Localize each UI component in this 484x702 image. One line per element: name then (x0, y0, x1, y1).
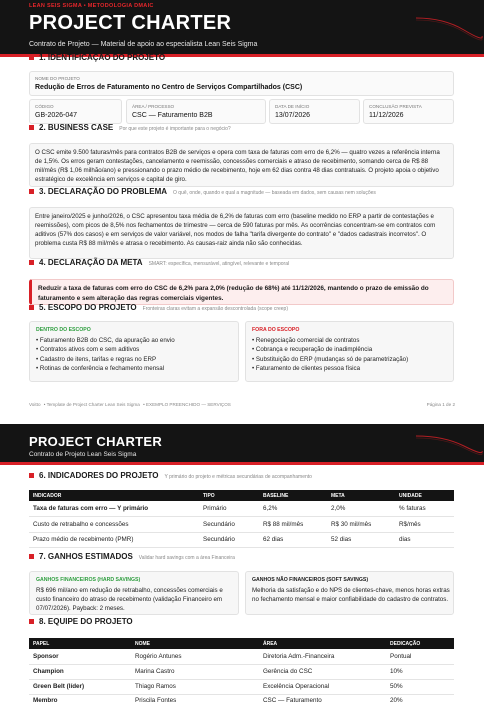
table-cell: Diretoria Adm.-Financeira (259, 649, 386, 664)
section-8-heading (29, 617, 133, 626)
table-cell: R$ 30 mil/mês (327, 517, 395, 533)
column-header: DEDICAÇÃO (386, 638, 454, 649)
table-cell: Secundário (199, 517, 259, 533)
section-marker-icon (29, 189, 34, 194)
table-cell: Sponsor (29, 649, 131, 664)
section-2-heading (29, 123, 231, 132)
column-header: PAPEL (29, 638, 131, 649)
page1-header (0, 0, 484, 54)
table-cell: Excelência Operacional (259, 679, 386, 694)
page-subtitle: Contrato de Projeto — Material de apoio ao especialista Lean Seis Sigma (29, 41, 258, 48)
section-marker-icon (29, 125, 34, 130)
table-row (29, 679, 454, 694)
table-cell: Thiago Ramos (131, 679, 259, 694)
section-marker-icon (29, 619, 34, 624)
table-cell: dias (395, 532, 454, 548)
section-subtitle: Y primário do projeto e métricas secundárias de acompanhamento (164, 474, 312, 480)
footer-brand: Voitto (29, 402, 41, 407)
table-cell: % faturas (395, 501, 454, 517)
soft-savings-label: GANHOS NÃO FINANCEIROS (SOFT SAVINGS) (252, 577, 369, 583)
table-cell: 62 dias (259, 532, 327, 548)
table-cell: 2,0% (327, 501, 395, 517)
section-title: 6. INDICADORES DO PROJETO (39, 471, 159, 480)
list-item: • Cobrança e recuperação de inadimplência (252, 346, 373, 354)
section-3-heading (29, 187, 376, 196)
table-cell: Marina Castro (131, 664, 259, 679)
table-cell: 20% (390, 696, 403, 702)
page-title: PROJECT CHARTER (29, 434, 163, 449)
trend-curve-decoration (414, 0, 484, 54)
hard-savings-label: GANHOS FINANCEIROS (HARD SAVINGS) (36, 577, 141, 583)
problem-statement-text: Entre janeiro/2025 e junho/2026, o CSC apresentou taxa média de 6,2% de faturas com erro (baseline medido no ERP a partir de contestações e reemissões), com picos de 8,5% nos fechamentos de trimestre — cerca de 590 faturas por mês. As ocorrências concentram-se em contratos com aditivos (57% dos casos) e em serviços de valor variável, nos modos de falha "tarifa divergente do contrato" e "dados cadastrais incorretos". O problema custa R$ 88 mil/mês e atrasa o recebimento. As causas-raiz ainda não são conhecidas. (29, 207, 454, 259)
table-cell: Rogério Antunes (131, 649, 259, 664)
section-title: 3. DECLARAÇÃO DO PROBLEMA (39, 187, 168, 196)
column-header: BASELINE (259, 490, 327, 501)
field-label: NOME DO PROJETO (35, 76, 80, 81)
page-subtitle: Contrato de Projeto Lean Seis Sigma (29, 451, 137, 458)
table-row (29, 649, 454, 664)
table-cell: Prazo médio de recebimento (PMR) (29, 532, 199, 548)
header-kicker: LEAN SEIS SIGMA • METODOLOGIA DMAIC (29, 3, 154, 9)
field-label: CÓDIGO (35, 104, 54, 109)
section-marker-icon (29, 554, 34, 559)
column-header: INDICADOR (29, 490, 199, 501)
table-cell: Custo de retrabalho e concessões (29, 517, 199, 533)
table-cell: Champion (29, 664, 131, 679)
table-cell: Priscila Fontes (135, 696, 177, 702)
section-6-heading (29, 471, 312, 480)
list-item: • Rotinas de conferência e fechamento mensal (36, 365, 165, 373)
header-accent-line (0, 462, 484, 465)
trend-curve-decoration (414, 424, 484, 462)
code-field (29, 99, 122, 124)
project-name-field (29, 71, 454, 96)
table-cell: Secundário (199, 532, 259, 548)
footer-example: • EXEMPLO PREENCHIDO — SERVIÇOS (143, 402, 231, 407)
list-item: • Faturamento de clientes pessoa física (252, 365, 361, 373)
list-item: • Faturamento B2B do CSC, da apuração ao envio (36, 337, 175, 344)
section-title: 2. BUSINESS CASE (39, 123, 114, 132)
column-header: ÁREA (259, 638, 386, 649)
page-title: PROJECT CHARTER (29, 12, 232, 34)
table-cell: R$ 88 mil/mês (259, 517, 327, 533)
field-value: GB-2026-047 (35, 112, 78, 119)
table-cell: Taxa de faturas com erro — Y primário (29, 501, 199, 517)
table-row (29, 664, 454, 679)
section-title: 8. EQUIPE DO PROJETO (39, 617, 133, 626)
section-subtitle: Validar hard savings com a área Financeira (138, 555, 235, 561)
table-cell: Gerência do CSC (259, 664, 386, 679)
section-title: 4. DECLARAÇÃO DA META (39, 258, 143, 267)
in-scope-list (36, 336, 175, 374)
field-label: DATA DE INÍCIO (275, 104, 310, 109)
hard-savings-text: R$ 696 mil/ano em redução de retrabalho, concessões comerciais e custo financeiro do atraso de recebimento (validação Financeiro em 07/07/2026). Payback: 2 meses. (36, 587, 223, 612)
table-cell: 6,2% (259, 501, 327, 517)
table-cell: Primário (199, 501, 259, 517)
field-value: Redução de Erros de Faturamento no Centro de Serviços Compartilhados (CSC) (35, 84, 303, 91)
section-marker-icon (29, 305, 34, 310)
field-value: 13/07/2026 (275, 112, 311, 119)
in-scope-label: DENTRO DO ESCOPO (36, 327, 91, 333)
list-item: • Renegociação comercial de contratos (252, 337, 360, 344)
table-cell: Membro (33, 696, 58, 702)
section-subtitle: SMART: específica, mensurável, atingível, relevante e temporal (148, 261, 290, 267)
section-7-heading (29, 552, 235, 561)
table-cell: 10% (386, 664, 454, 679)
table-cell: Pontual (386, 649, 454, 664)
field-label: CONCLUSÃO PREVISTA (369, 104, 422, 109)
table-row (29, 501, 454, 517)
in-scope-box (29, 321, 239, 382)
table-cell: 52 dias (327, 532, 395, 548)
table-row (29, 532, 454, 548)
table-cell: CSC — Faturamento (263, 696, 322, 702)
business-case-text: O CSC emite 9.500 faturas/mês para contratos B2B de serviços e opera com taxa de faturas com erro de 6,2% — quatro vezes a referência interna de 1,5%. Os erros geram contestações, cancelamento e reemissão, concessões comerciais e atraso de recebimento, somando cerca de R$ 88 mil/mês (R$ 1,06 milhão/ano) e pressionando o prazo médio de recebimento, hoje em 62 dias contra 48 dias contratuais. O projeto apoia o objetivo estratégico de excelência em serviços e capital de giro. (29, 143, 454, 187)
page-footer (29, 402, 455, 407)
out-of-scope-box (245, 321, 454, 382)
section-marker-icon (29, 473, 34, 478)
section-title: 1. IDENTIFICAÇÃO DO PROJETO (39, 53, 166, 62)
table-header-row (29, 490, 454, 501)
indicators-table (29, 490, 454, 548)
end-date-field (363, 99, 454, 124)
list-item: • Contratos ativos com e sem aditivos (36, 346, 140, 354)
table-row (29, 694, 454, 702)
table-row (29, 517, 454, 533)
field-value: CSC — Faturamento B2B (132, 112, 213, 119)
goal-statement-text: Reduzir a taxa de faturas com erro do CSC de 6,2% para 2,0% (redução de 68%) até 11/12/2026, mantendo o prazo de emissão do faturamento e sem alteração das regras comerciais vigentes. (29, 279, 454, 305)
field-value: 11/12/2026 (369, 112, 404, 119)
column-header: NOME (131, 638, 259, 649)
table-header-row (29, 638, 454, 649)
footer-template: • Template de Project Charter Lean Seis Sigma (43, 402, 140, 407)
list-item: • Substituição do ERP (mudanças só de parametrização) (252, 355, 409, 363)
section-title: 5. ESCOPO DO PROJETO (39, 303, 137, 312)
section-marker-icon (29, 260, 34, 265)
column-header: UNIDADE (395, 490, 454, 501)
page2-header (0, 424, 484, 462)
start-date-field (269, 99, 360, 124)
section-5-heading (29, 303, 288, 312)
section-marker-icon (29, 55, 34, 60)
column-header: META (327, 490, 395, 501)
table-cell: 50% (386, 679, 454, 694)
out-of-scope-list (252, 336, 408, 374)
section-subtitle: O quê, onde, quando e qual a magnitude — baseada em dados, sem causas nem soluções (173, 190, 376, 196)
page-number: Página 1 de 2 (426, 402, 455, 407)
section-title: 7. GANHOS ESTIMADOS (39, 552, 133, 561)
soft-savings-text: Melhoria da satisfação e do NPS de clientes-chave, menos horas extras no fechamento mensal e maior confiabilidade do cadastro de contratos. (252, 587, 450, 603)
field-label: ÁREA / PROCESSO (132, 104, 175, 109)
table-cell: Green Belt (líder) (29, 679, 131, 694)
column-header: TIPO (199, 490, 259, 501)
section-4-heading (29, 258, 289, 267)
soft-savings-box (245, 571, 454, 615)
table-cell: R$/mês (395, 517, 454, 533)
list-item: • Cadastro de itens, tarifas e regras no ERP (36, 355, 157, 363)
section-subtitle: Fronteiras claras evitam a expansão descontrolada (scope creep) (142, 306, 289, 312)
section-subtitle: Por que este projeto é importante para o negócio? (119, 126, 231, 132)
hard-savings-box (29, 571, 239, 615)
team-table (29, 638, 454, 702)
area-field (126, 99, 266, 124)
section-1-heading (29, 53, 165, 62)
out-of-scope-label: FORA DO ESCOPO (252, 327, 300, 333)
